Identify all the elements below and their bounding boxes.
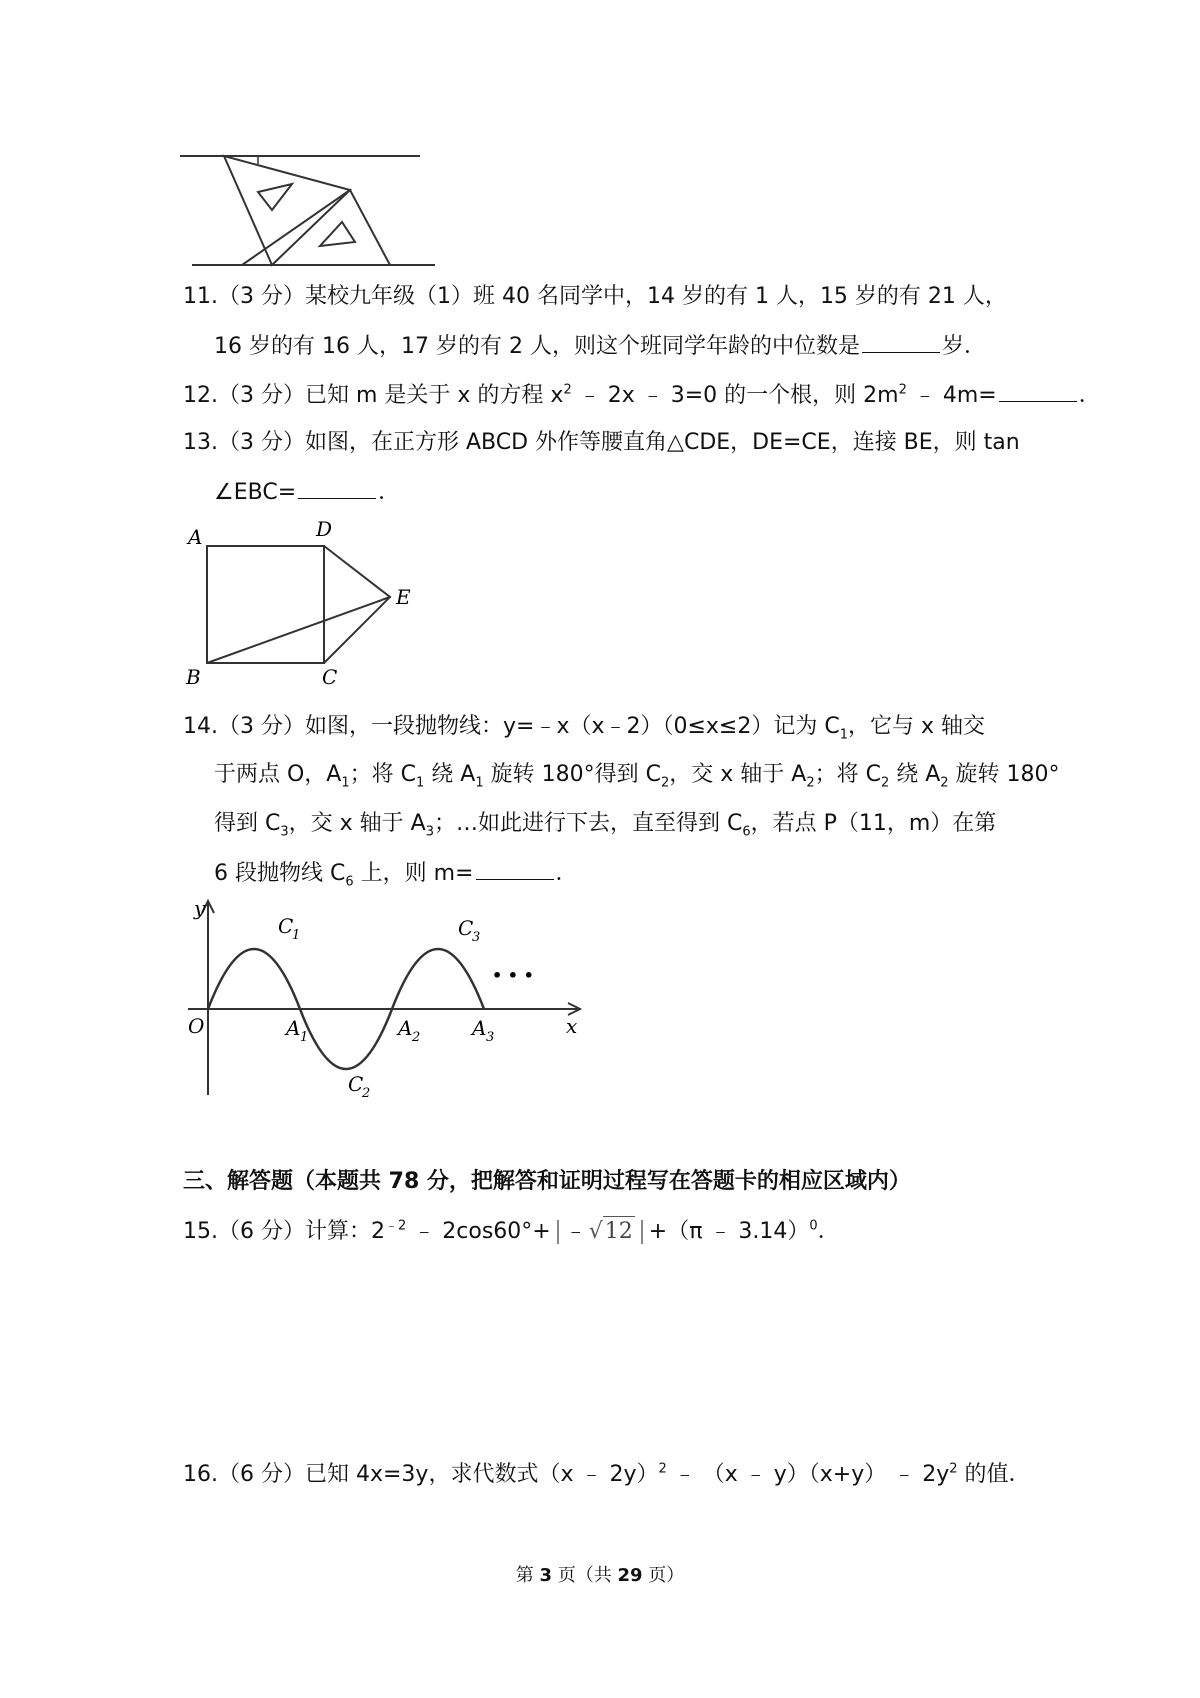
question-text: ；将 C bbox=[814, 762, 881, 787]
parabola-figure bbox=[180, 895, 600, 1105]
question-text: ，交 x 轴于 A bbox=[288, 811, 426, 836]
question-text: ﹣ （x ﹣ y）（x+y） ﹣ 2y bbox=[666, 1462, 950, 1487]
subscript: 2 bbox=[660, 775, 670, 791]
svg-text:A: A bbox=[398, 1016, 413, 1040]
question-text: （3 分）已知 m 是关于 x 的方程 x bbox=[218, 383, 564, 408]
question-text: ﹣ bbox=[564, 1219, 587, 1244]
question-text: 于两点 O，A bbox=[214, 762, 342, 787]
question-text: ，它与 x 轴交 bbox=[848, 714, 986, 739]
question-16 bbox=[183, 1460, 1031, 1490]
question-text: ﹣ 4m= bbox=[906, 383, 997, 408]
label-a3 bbox=[470, 1016, 494, 1045]
sqrt-expression: √12 bbox=[587, 1216, 635, 1247]
question-text: （6 分）计算：2 bbox=[218, 1219, 385, 1244]
superscript: ﹣2 bbox=[385, 1218, 407, 1234]
question-14-line4 bbox=[214, 857, 578, 889]
question-text: 旋转 180° bbox=[948, 762, 1060, 787]
superscript: 0 bbox=[809, 1218, 818, 1234]
ruler-figure bbox=[180, 150, 440, 272]
section-title: 三、解答题（本题共 78 分，把解答和证明过程写在答题卡的相应区域内） bbox=[183, 1169, 911, 1194]
question-11 bbox=[183, 282, 1007, 312]
question-number: 11. bbox=[183, 284, 218, 309]
subscript: 1 bbox=[839, 727, 848, 743]
question-number: 16. bbox=[183, 1462, 218, 1487]
subscript: 3 bbox=[280, 824, 289, 840]
total-pages: 29 bbox=[617, 1565, 643, 1586]
question-text: ． bbox=[378, 480, 401, 505]
subscript: 1 bbox=[341, 775, 350, 791]
question-number: 12. bbox=[183, 383, 218, 408]
svg-text:A: A bbox=[472, 1016, 487, 1040]
answer-blank bbox=[298, 476, 376, 499]
subscript: 2 bbox=[940, 775, 949, 791]
label-c2 bbox=[348, 1072, 370, 1101]
superscript: 2 bbox=[898, 382, 907, 398]
svg-text:C: C bbox=[348, 1072, 364, 1096]
origin-label: O bbox=[188, 1014, 205, 1038]
superscript: 2 bbox=[949, 1461, 958, 1477]
label-c3 bbox=[458, 916, 480, 945]
question-text: ． bbox=[1078, 383, 1101, 408]
question-text: 16 岁的有 16 人，17 岁的有 2 人，则这个班同学年龄的中位数是 bbox=[214, 334, 860, 359]
question-text: +（π ﹣ 3.14） bbox=[648, 1219, 810, 1244]
question-15 bbox=[183, 1216, 840, 1247]
question-text: 得到 C bbox=[214, 811, 281, 836]
axis-x-label: x bbox=[566, 1014, 578, 1038]
label-c1 bbox=[278, 914, 300, 943]
superscript: 2 bbox=[658, 1461, 667, 1477]
continuation-dots: • • • bbox=[492, 966, 534, 985]
subscript: 3 bbox=[425, 824, 434, 840]
footer-text: 页） bbox=[642, 1565, 685, 1586]
question-13 bbox=[183, 428, 1020, 458]
label-c: C bbox=[322, 665, 338, 688]
subscript: 2 bbox=[880, 775, 890, 791]
subscript: 1 bbox=[416, 775, 425, 791]
label-a: A bbox=[188, 525, 203, 549]
page-number: 3 bbox=[539, 1565, 552, 1586]
subscript: 1 bbox=[475, 775, 484, 791]
subscript: 6 bbox=[345, 874, 354, 890]
page-footer bbox=[0, 1561, 1200, 1587]
question-number: 15. bbox=[183, 1219, 218, 1244]
subscript: 2 bbox=[806, 775, 815, 791]
question-text: ∠EBC= bbox=[214, 480, 297, 505]
question-11-line2 bbox=[214, 330, 986, 362]
absolute-bar-right bbox=[641, 1220, 643, 1244]
question-text: ． bbox=[555, 861, 578, 886]
question-text: 绕 A bbox=[424, 762, 476, 787]
superscript: 2 bbox=[563, 382, 572, 398]
question-14 bbox=[183, 712, 985, 742]
question-text: ；将 C bbox=[349, 762, 417, 787]
question-text: 岁． bbox=[941, 334, 986, 359]
radicand: 12 bbox=[603, 1216, 635, 1247]
question-text: 6 段抛物线 C bbox=[214, 861, 346, 886]
question-text: 的值． bbox=[957, 1462, 1031, 1487]
question-text: ，交 x 轴于 A bbox=[669, 762, 807, 787]
question-text: （3 分）如图，在正方形 ABCD 外作等腰直角△CDE，DE=CE，连接 BE，则 tan bbox=[218, 430, 1020, 455]
question-text: 旋转 180°得到 C bbox=[483, 762, 661, 787]
square-figure bbox=[180, 518, 440, 688]
answer-blank bbox=[476, 857, 554, 880]
question-text: （3 分）某校九年级（1）班 40 名同学中，14 岁的有 1 人，15 岁的有 21 人， bbox=[218, 284, 1007, 309]
answer-blank bbox=[862, 330, 940, 353]
question-text: ﹣ 2x ﹣ 3=0 的一个根，则 2m bbox=[571, 383, 899, 408]
answer-blank bbox=[999, 379, 1077, 402]
svg-text:1: 1 bbox=[300, 1030, 309, 1045]
svg-text:C: C bbox=[278, 914, 294, 938]
question-text: 绕 A bbox=[889, 762, 941, 787]
question-number: 13. bbox=[183, 430, 218, 455]
subscript: 6 bbox=[742, 824, 751, 840]
footer-text: 页（共 bbox=[552, 1565, 618, 1586]
question-text: ；…如此进行下去，直至得到 C bbox=[433, 811, 743, 836]
svg-text:3: 3 bbox=[486, 1030, 495, 1045]
question-12 bbox=[183, 379, 1101, 411]
question-text: ﹣ 2cos60°+ bbox=[406, 1219, 551, 1244]
question-text: ． bbox=[817, 1219, 840, 1244]
question-13-line2 bbox=[214, 476, 400, 508]
label-a2 bbox=[396, 1016, 420, 1045]
svg-text:3: 3 bbox=[472, 930, 481, 945]
svg-text:1: 1 bbox=[292, 928, 301, 943]
absolute-bar-left bbox=[557, 1220, 559, 1244]
label-e: E bbox=[396, 585, 411, 609]
label-b: B bbox=[186, 665, 201, 688]
axis-y-label: y bbox=[194, 896, 206, 920]
question-number: 14. bbox=[183, 714, 218, 739]
svg-text:A: A bbox=[286, 1016, 301, 1040]
svg-text:C: C bbox=[458, 916, 474, 940]
question-text: ，若点 P（11，m）在第 bbox=[750, 811, 997, 836]
footer-text: 第 bbox=[515, 1565, 540, 1586]
svg-text:2: 2 bbox=[362, 1086, 371, 1101]
question-text: （3 分）如图，一段抛物线：y=﹣x（x﹣2）（0≤x≤2）记为 C bbox=[218, 714, 840, 739]
label-d: D bbox=[316, 518, 333, 541]
question-text: 上，则 m= bbox=[353, 861, 474, 886]
question-text: （6 分）已知 4x=3y，求代数式（x ﹣ 2y） bbox=[218, 1462, 659, 1487]
question-14-line2 bbox=[214, 760, 1060, 790]
question-14-line3 bbox=[214, 809, 996, 839]
svg-text:2: 2 bbox=[412, 1030, 421, 1045]
